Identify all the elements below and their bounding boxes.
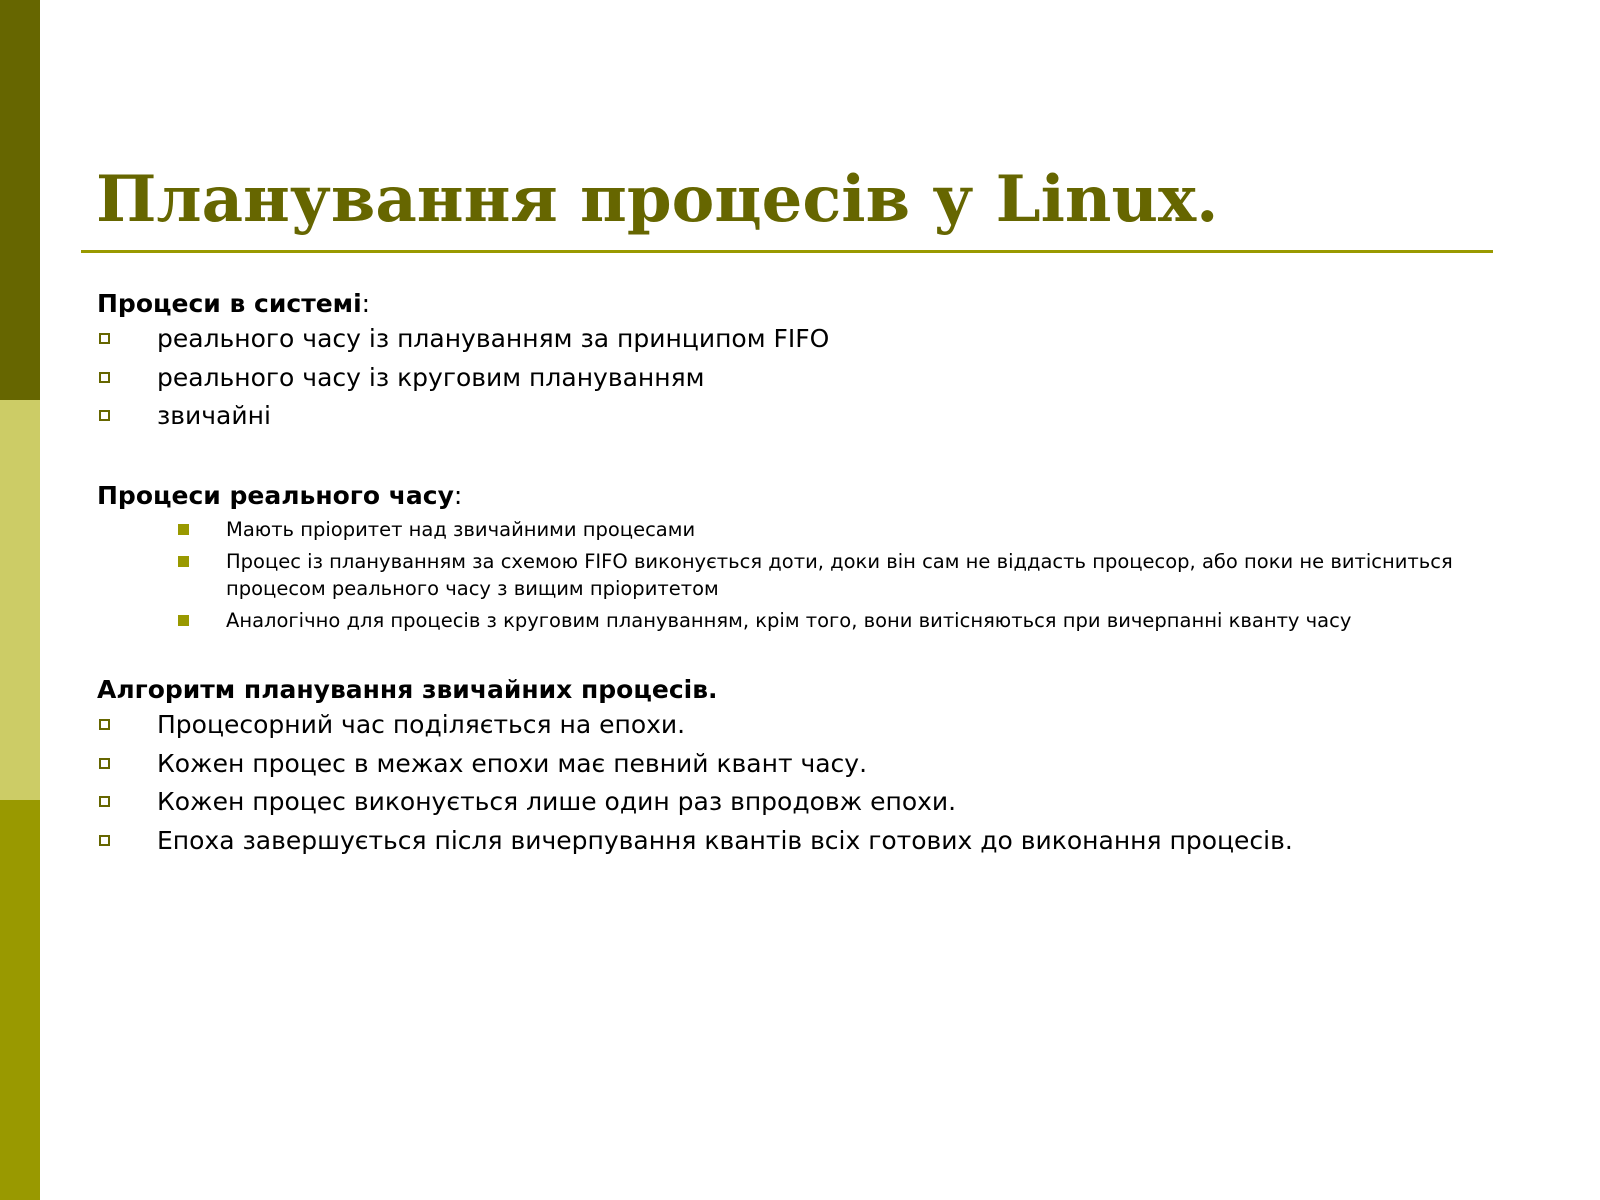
section-heading: Процеси в системі: [97,289,371,318]
hollow-square-bullet-icon [99,758,110,769]
hollow-square-bullet-icon [99,835,110,846]
section-heading: Процеси реального часу: [97,481,463,510]
hollow-square-bullet-icon [99,333,110,344]
sidebar-stripe-middle [0,400,40,800]
sidebar-stripe-bottom [0,800,40,1200]
hollow-square-bullet-icon [99,719,110,730]
sidebar-stripe-top [0,0,40,400]
list-item: звичайні [97,397,1600,436]
hollow-square-bullet-icon [99,410,110,421]
sub-list-item: Мають пріоритет над звичайними процесами [97,516,1600,543]
list-item: Кожен процес в межах епохи має певний квант часу. [97,745,1600,784]
sub-list-item: Процес із плануванням за схемою FIFO виконується доти, доки він сам не віддасть процесор, або поки не витісниться процесом реального часу з вищим пріоритетом [97,548,1600,602]
title-divider [81,250,1493,253]
list-item: Кожен процес виконується лише один раз впродовж епохи. [97,783,1600,822]
list-item: реального часу із плануванням за принципом FIFO [97,320,1600,359]
filled-square-bullet-icon [178,524,189,535]
section-realtime-processes [97,480,1600,639]
list-item: Епоха завершується після вичерпування квантів всіх готових до виконання процесів. [97,822,1600,861]
list-item: Процесорний час поділяється на епохи. [97,706,1600,745]
sub-list-item: Аналогічно для процесів з круговим плануванням, крім того, вони витісняються при вичерпанні кванту часу [97,607,1600,634]
slide-title: Планування процесів у Linux. [96,162,1219,237]
hollow-square-bullet-icon [99,796,110,807]
filled-square-bullet-icon [178,615,189,626]
section-heading: Алгоритм планування звичайних процесів. [97,675,718,704]
section-processes-in-system [97,288,1600,436]
list-item: реального часу із круговим плануванням [97,359,1600,398]
section-normal-scheduling [97,674,1600,860]
filled-square-bullet-icon [178,556,189,567]
hollow-square-bullet-icon [99,372,110,383]
